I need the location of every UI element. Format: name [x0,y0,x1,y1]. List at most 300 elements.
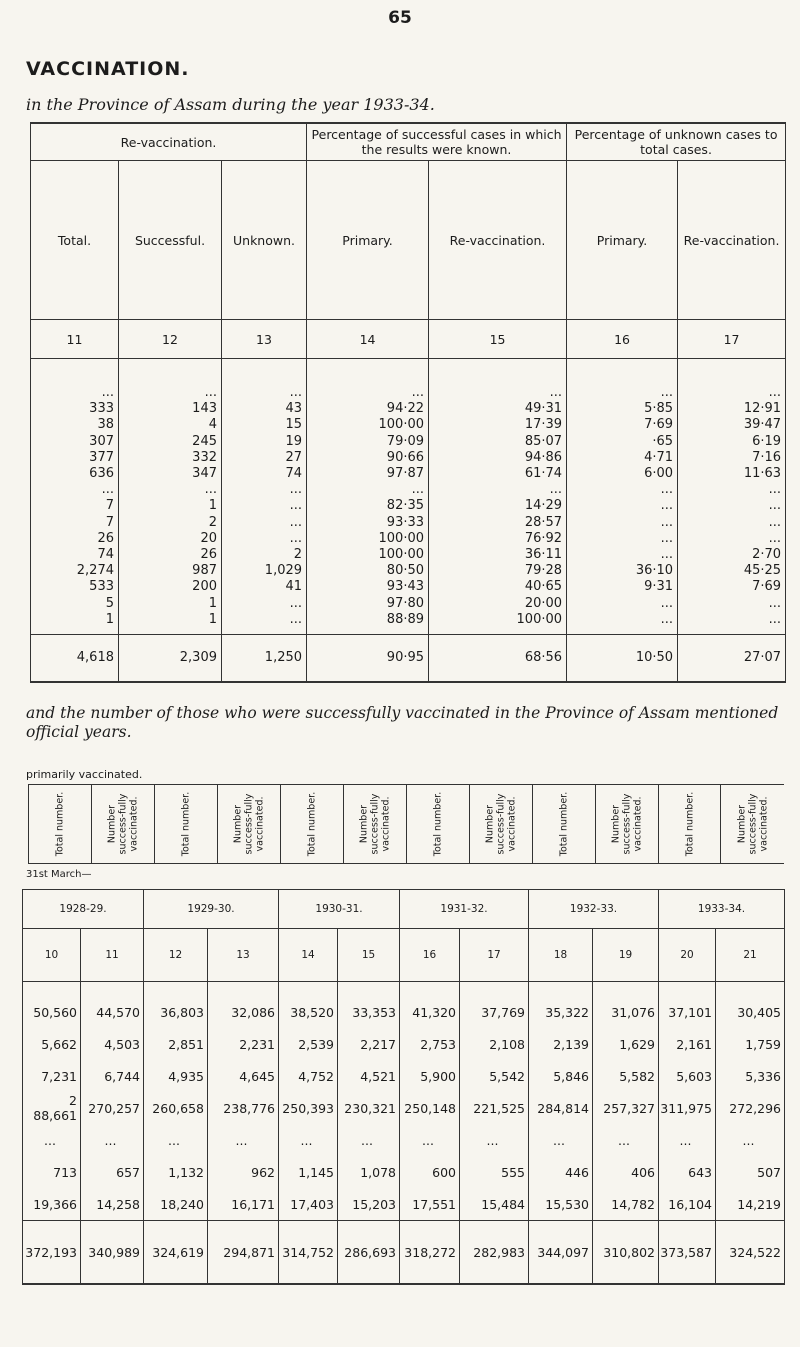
table-cell: 2 88,661 [23,1092,81,1124]
table-cell: 14·29 [429,498,567,514]
total-cell: 340,989 [81,1221,144,1285]
table-cell: 16,104 [659,1188,716,1221]
table-cell: 1,145 [279,1156,338,1188]
table-cell: ... [222,515,307,531]
column-header: Unknown. [222,161,307,320]
table-row [23,1188,785,1221]
group-header-row [31,123,786,161]
table-cell: 5,542 [460,1060,529,1092]
table-cell: 100·00 [307,531,429,547]
table-cell: ... [338,1124,400,1156]
table-cell: 2,217 [338,1028,400,1060]
table-cell: ... [208,1124,279,1156]
table-cell: 1,029 [222,563,307,579]
rotated-header-strip [28,784,784,864]
table-cell: 39·47 [678,417,786,433]
table-cell: 33,353 [338,982,400,1029]
table-cell: 9·31 [567,579,678,595]
total-cell: 68·56 [429,634,567,682]
table-cell: 2 [119,515,222,531]
column-header: Re-vaccination. [678,161,786,320]
table-cell: ... [222,498,307,514]
total-row [23,1221,785,1285]
total-cell: 27·07 [678,634,786,682]
table-cell: 100·00 [307,547,429,563]
rotated-header-cell [532,785,595,864]
table-cell: 7,231 [23,1060,81,1092]
total-cell: 373,587 [659,1221,716,1285]
table-cell: ... [529,1124,593,1156]
rotated-header-label: Number success-fully vaccinated. [358,793,392,855]
table-cell: 1 [119,595,222,611]
table-cell: 44,570 [81,982,144,1029]
table-cell: 5,336 [716,1060,785,1092]
column-number: 11 [81,929,144,982]
table-cell: 15,484 [460,1188,529,1221]
column-number: 15 [338,929,400,982]
table-cell: ·65 [567,434,678,450]
table-cell: ... [144,1124,208,1156]
table-cell: ... [678,482,786,498]
table-cell: ... [307,359,429,402]
year-header: 1933-34. [659,890,785,929]
table-cell: 2,753 [400,1028,460,1060]
column-header: Primary. [567,161,678,320]
table-cell: 5 [31,595,119,611]
table-cell: ... [222,359,307,402]
table-cell: 1,132 [144,1156,208,1188]
year-header-row [23,890,785,929]
table-row [31,417,786,433]
table-cell: ... [567,359,678,402]
rotated-header-label: Number success-fully vaccinated. [736,793,770,855]
table-cell: 657 [81,1156,144,1188]
table-cell: 7·16 [678,450,786,466]
table-cell: 1 [119,498,222,514]
table-cell: 41 [222,579,307,595]
table-cell: 97·80 [307,595,429,611]
table-cell: 962 [208,1156,279,1188]
column-number: 15 [429,320,567,359]
table-cell: ... [222,595,307,611]
table-cell: 347 [119,466,222,482]
rotated-header-cell [469,785,532,864]
table-cell: 45·25 [678,563,786,579]
table-cell: 4,503 [81,1028,144,1060]
column-header-row [31,161,786,320]
rotated-header-cell [595,785,658,864]
table-cell: 36·10 [567,563,678,579]
table-cell: 4,752 [279,1060,338,1092]
table-cell: 15,530 [529,1188,593,1221]
table-row [23,1060,785,1092]
rotated-header-label: Total number. [684,791,695,857]
rotated-header-label: Total number. [432,791,444,857]
rotated-header-cell [658,785,721,864]
table-cell: ... [678,498,786,514]
table-cell: 507 [716,1156,785,1188]
table-cell: 7 [31,498,119,514]
rotated-header-cell [217,785,280,864]
table-cell: 2,231 [208,1028,279,1060]
table-cell: 50,560 [23,982,81,1029]
table-cell: 1,759 [716,1028,785,1060]
table-cell: 307 [31,434,119,450]
rotated-header-label: Number success-fully vaccinated. [106,793,140,855]
table-cell: 7·69 [567,417,678,433]
march-label: 31st March— [26,869,92,880]
table-cell: 2,108 [460,1028,529,1060]
table-body [31,359,786,682]
table-cell: 20 [119,531,222,547]
table-cell: 4,935 [144,1060,208,1092]
table-cell: 270,257 [81,1092,144,1124]
table-row [31,595,786,611]
table-cell: 88·89 [307,612,429,635]
table-cell: ... [222,482,307,498]
year-header: 1928-29. [23,890,144,929]
column-header: Primary. [307,161,429,320]
table-caption: primarily vaccinated. [26,768,143,781]
table-cell: ... [678,515,786,531]
table-cell: 1 [31,612,119,635]
total-cell: 2,309 [119,634,222,682]
total-cell: 324,619 [144,1221,208,1285]
rotated-header-label: Total number. [180,791,192,857]
table-cell: 406 [593,1156,659,1188]
rotated-header-row [29,785,785,864]
page-heading: VACCINATION. [26,58,190,80]
column-number: 17 [678,320,786,359]
table-cell: ... [460,1124,529,1156]
table-cell: ... [31,482,119,498]
table-cell: 28·57 [429,515,567,531]
group-header: Percentage of unknown cases to total cases. [567,123,786,161]
table-row [31,612,786,635]
rotated-header-label: Number success-fully vaccinated. [484,793,518,855]
table-cell: 79·09 [307,434,429,450]
total-cell: 286,693 [338,1221,400,1285]
column-number: 16 [400,929,460,982]
column-number: 16 [567,320,678,359]
total-cell: 90·95 [307,634,429,682]
table-cell: 27 [222,450,307,466]
table-cell: 26 [31,531,119,547]
table-cell: ... [567,515,678,531]
table-cell: ... [31,359,119,402]
rotated-header-cell [343,785,406,864]
table-cell: 14,219 [716,1188,785,1221]
table-cell: 41,320 [400,982,460,1029]
table-cell: 37,101 [659,982,716,1029]
table-cell: 82·35 [307,498,429,514]
table-cell: 446 [529,1156,593,1188]
table-cell: 6,744 [81,1060,144,1092]
table-cell: ... [659,1124,716,1156]
table-cell: 38 [31,417,119,433]
table-cell: 221,525 [460,1092,529,1124]
table-cell: 85·07 [429,434,567,450]
rotated-header-cell [406,785,469,864]
table-cell: 5,846 [529,1060,593,1092]
rotated-header-cell [721,785,784,864]
table-cell: 32,086 [208,982,279,1029]
table-cell: 4,521 [338,1060,400,1092]
column-number: 10 [23,929,81,982]
table-cell: 2,139 [529,1028,593,1060]
table-row [31,359,786,402]
column-number: 14 [307,320,429,359]
table-cell: 12·91 [678,401,786,417]
table-cell: 7·69 [678,579,786,595]
table-row [31,434,786,450]
table-cell: ... [119,482,222,498]
table-cell: ... [429,482,567,498]
table-cell: 143 [119,401,222,417]
table-cell: 93·33 [307,515,429,531]
rotated-header-label: Total number. [54,791,66,857]
table-cell: 97·87 [307,466,429,482]
rotated-header-cell [29,785,92,864]
table-cell: 1 [119,612,222,635]
table-row [23,1092,785,1124]
table-cell: 100·00 [307,417,429,433]
table-cell: 4,645 [208,1060,279,1092]
rotated-header-label: Total number. [306,791,318,857]
table-cell: 74 [222,466,307,482]
table-cell: 245 [119,434,222,450]
table-cell: ... [678,531,786,547]
table-row [31,531,786,547]
table-cell: 5,900 [400,1060,460,1092]
table-cell: 2,539 [279,1028,338,1060]
table-row [31,547,786,563]
table-cell: ... [678,359,786,402]
table-cell: 555 [460,1156,529,1188]
group-header: Re-vaccination. [31,123,307,161]
table-cell: 257,327 [593,1092,659,1124]
table-cell: 19,366 [23,1188,81,1221]
table-row [31,579,786,595]
column-number: 20 [659,929,716,982]
column-number: 13 [222,320,307,359]
total-cell: 310,802 [593,1221,659,1285]
table-cell: 5,603 [659,1060,716,1092]
table-cell: 49·31 [429,401,567,417]
table-cell: 14,258 [81,1188,144,1221]
table-cell: 31,076 [593,982,659,1029]
table-cell: 2,851 [144,1028,208,1060]
table-cell: ... [593,1124,659,1156]
table-cell: 643 [659,1156,716,1188]
column-number: 12 [144,929,208,982]
column-number-row [23,929,785,982]
table-row [31,401,786,417]
table-cell: 43 [222,401,307,417]
table-cell: 533 [31,579,119,595]
table-cell: 1,078 [338,1156,400,1188]
table-body [23,982,785,1285]
table-cell: 5·85 [567,401,678,417]
table-cell: ... [567,612,678,635]
year-header: 1932-33. [529,890,659,929]
table-cell: 35,322 [529,982,593,1029]
table-cell: 4 [119,417,222,433]
table-cell: 6·19 [678,434,786,450]
table-cell: 17,551 [400,1188,460,1221]
total-cell: 1,250 [222,634,307,682]
table-cell: 6·00 [567,466,678,482]
table-cell: ... [222,531,307,547]
table-cell: 2·70 [678,547,786,563]
table-cell: 37,769 [460,982,529,1029]
table-cell: 76·92 [429,531,567,547]
table-cell: 80·50 [307,563,429,579]
table-cell: 713 [23,1156,81,1188]
table-row [31,563,786,579]
year-header: 1929-30. [144,890,279,929]
table-row [31,450,786,466]
table-row [31,482,786,498]
rotated-header-cell [91,785,154,864]
table-cell: 17·39 [429,417,567,433]
table-row [23,1124,785,1156]
table-cell: 26 [119,547,222,563]
table-cell: 333 [31,401,119,417]
table-cell: 100·00 [429,612,567,635]
column-number: 12 [119,320,222,359]
year-header: 1930-31. [279,890,400,929]
table-cell: 90·66 [307,450,429,466]
column-number: 19 [593,929,659,982]
table-cell: ... [222,612,307,635]
table-cell: ... [567,547,678,563]
table-cell: 260,658 [144,1092,208,1124]
column-number-row [31,320,786,359]
revaccination-table [30,122,786,683]
table-row [31,466,786,482]
rotated-header-cell [280,785,343,864]
table-cell: 94·22 [307,401,429,417]
table-cell: 5,582 [593,1060,659,1092]
column-number: 13 [208,929,279,982]
table-cell: 74 [31,547,119,563]
table-cell: ... [119,359,222,402]
total-cell: 294,871 [208,1221,279,1285]
table-cell: 250,148 [400,1092,460,1124]
rotated-header-label: Number success-fully vaccinated. [610,793,644,855]
table-cell: 61·74 [429,466,567,482]
table-cell: 311,975 [659,1092,716,1124]
table-cell: ... [279,1124,338,1156]
table-cell: 79·28 [429,563,567,579]
table-cell: ... [716,1124,785,1156]
page-subheading: in the Province of Assam during the year 1933-34. [26,95,435,114]
table-cell: 377 [31,450,119,466]
table-cell: 2,274 [31,563,119,579]
table-cell: 94·86 [429,450,567,466]
column-header: Successful. [119,161,222,320]
table-cell: 4·71 [567,450,678,466]
table-cell: 250,393 [279,1092,338,1124]
table-cell: 17,403 [279,1188,338,1221]
table-cell: ... [400,1124,460,1156]
group-header: Percentage of successful cases in which the results were known. [307,123,567,161]
total-cell: 318,272 [400,1221,460,1285]
primary-vaccination-table [22,889,785,1285]
table-row [31,515,786,531]
table-cell: 2,161 [659,1028,716,1060]
table-cell: 40·65 [429,579,567,595]
table-cell: 5,662 [23,1028,81,1060]
table-cell: 15,203 [338,1188,400,1221]
table-cell: 284,814 [529,1092,593,1124]
table-row [23,982,785,1029]
table-cell: 230,321 [338,1092,400,1124]
table-row [31,498,786,514]
column-number: 17 [460,929,529,982]
table-cell: ... [81,1124,144,1156]
table-cell: 14,782 [593,1188,659,1221]
table-cell: 38,520 [279,982,338,1029]
total-cell: 4,618 [31,634,119,682]
table-cell: 987 [119,563,222,579]
table-cell: 11·63 [678,466,786,482]
table-cell: 200 [119,579,222,595]
page-number: 65 [388,8,412,28]
table-cell: 636 [31,466,119,482]
rotated-header-label: Number success-fully vaccinated. [232,793,266,855]
year-header: 1931-32. [400,890,529,929]
table-cell: 600 [400,1156,460,1188]
table-cell: ... [429,359,567,402]
total-cell: 344,097 [529,1221,593,1285]
column-number: 11 [31,320,119,359]
table-cell: ... [567,595,678,611]
table-cell: ... [307,482,429,498]
table-row [23,1028,785,1060]
table-cell: 332 [119,450,222,466]
table-cell: 2 [222,547,307,563]
total-cell: 314,752 [279,1221,338,1285]
table-cell: ... [567,498,678,514]
table-cell: 1,629 [593,1028,659,1060]
table-cell: 36·11 [429,547,567,563]
table-cell: ... [567,531,678,547]
column-header: Total. [31,161,119,320]
column-number: 14 [279,929,338,982]
total-row [31,634,786,682]
explanatory-paragraph: and the number of those who were successfully vaccinated in the Province of Assam mentioned official years. [26,704,779,741]
table-cell: ... [23,1124,81,1156]
table-cell: 30,405 [716,982,785,1029]
column-number: 18 [529,929,593,982]
table-cell: 16,171 [208,1188,279,1221]
table-cell: 7 [31,515,119,531]
rotated-header-cell [154,785,217,864]
total-cell: 324,522 [716,1221,785,1285]
column-number: 21 [716,929,785,982]
total-cell: 372,193 [23,1221,81,1285]
table-cell: ... [567,482,678,498]
table-row [23,1156,785,1188]
table-cell: 19 [222,434,307,450]
table-cell: 272,296 [716,1092,785,1124]
table-cell: 20·00 [429,595,567,611]
table-cell: 93·43 [307,579,429,595]
total-cell: 10·50 [567,634,678,682]
table-cell: 18,240 [144,1188,208,1221]
